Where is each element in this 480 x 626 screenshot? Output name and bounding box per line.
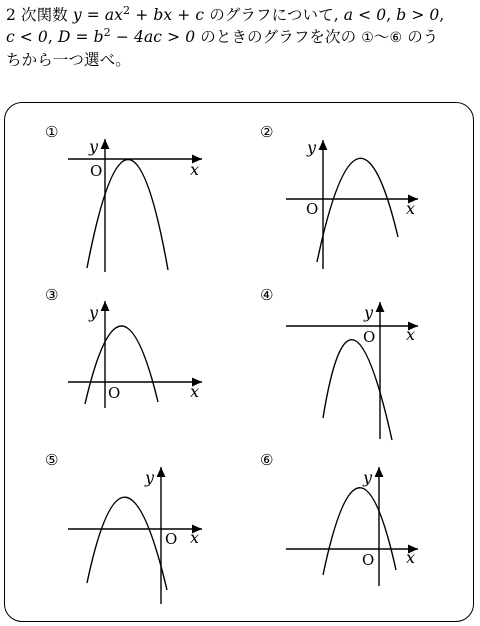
x-axis-label: x [406,325,416,344]
y-axis-label: y [363,468,373,487]
formula-ax: ax [104,6,124,24]
separator-1: , [386,6,397,24]
range-separator: 〜 [373,28,390,46]
option-number: ② [260,123,274,141]
condition-a: a < 0 [343,6,387,24]
origin-label: O [306,200,319,218]
x-axis-label: x [190,160,200,179]
x-axis-label: x [406,548,416,567]
y-axis-label: y [145,468,155,487]
problem-line-1 [6,4,474,26]
formula-lhs: y [72,6,82,24]
options-panel [4,102,474,622]
origin-label: O [108,384,121,402]
option-number: ① [45,123,59,141]
problem-text-graph: のグラフについて, [204,6,344,24]
formula-ax-exponent: 2 [123,3,131,17]
x-axis-label: x [406,199,416,218]
y-axis-label: y [364,303,374,322]
condition-d-lhs: D = b [57,28,104,46]
y-axis-label: y [307,138,317,157]
separator-3: , [47,28,58,46]
origin-label: O [362,551,375,569]
option-number: ③ [45,286,59,304]
condition-d-exponent: 2 [103,25,111,39]
condition-c: c < 0 [6,28,48,46]
option-number: ④ [260,286,274,304]
range-end-number: ⑥ [389,30,403,46]
option-number: ⑤ [45,451,59,469]
y-axis-label: y [89,137,99,156]
problem-prefix: 2 次関数 [6,6,73,24]
range-start-number: ① [361,30,374,46]
problem-line-3: ちから一つ選べ。 [6,51,131,69]
option-number: ⑥ [260,451,274,469]
problem-statement [6,4,474,71]
problem-line-2 [6,26,474,49]
formula-eq: = [81,6,105,24]
y-axis-label: y [89,303,99,322]
condition-d-rest: − 4ac > 0 [110,28,196,46]
origin-label: O [165,530,178,548]
separator-2: , [439,6,445,24]
origin-label: O [90,162,103,180]
x-axis-label: x [190,382,200,401]
condition-b: b > 0 [396,6,440,24]
problem-text-choose: のときのグラフを次の [195,28,362,46]
x-axis-label: x [190,528,200,547]
formula-rest: + bx + c [130,6,205,24]
problem-text-tail: のう [402,28,439,46]
origin-label: O [363,328,376,346]
